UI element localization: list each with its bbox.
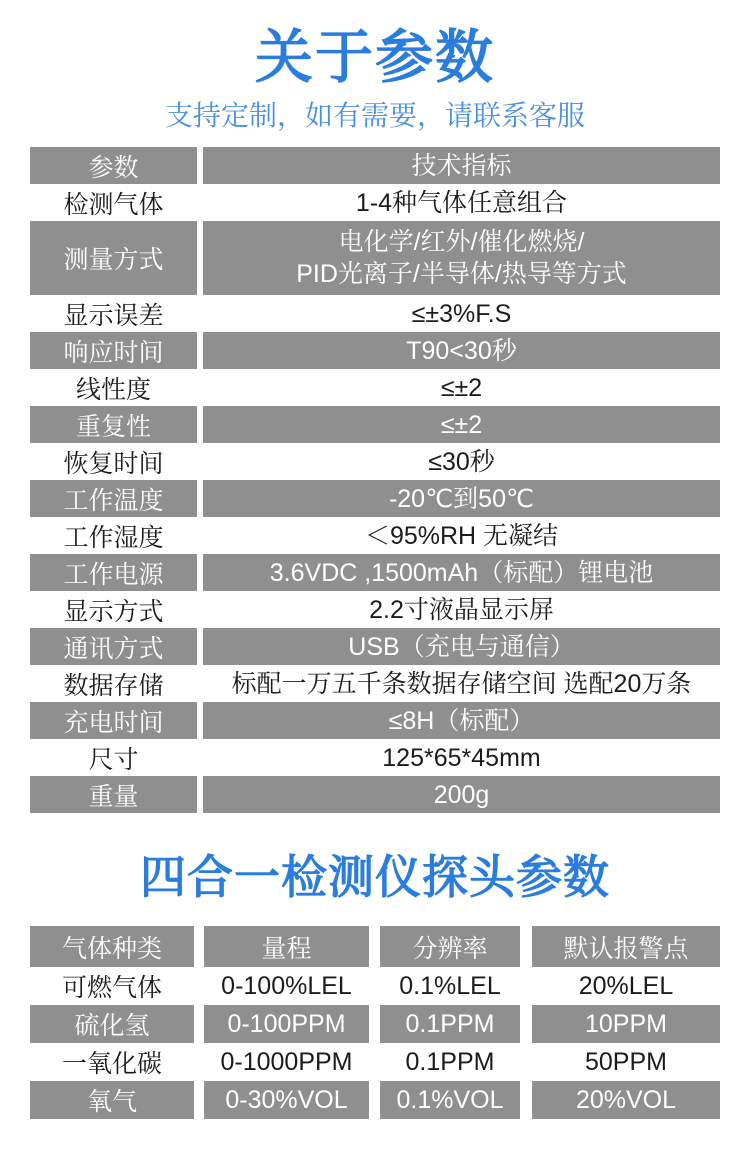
column-divider [520,926,532,967]
probe-resolution: 0.1%VOL [380,1081,520,1119]
spec-label: 数据存储 [63,671,164,700]
spec-label: 工作湿度 [63,523,164,552]
spec-row-communication [30,628,720,665]
column-divider [520,1043,532,1081]
spec-row-data-storage [30,665,720,702]
spec-row-response-time [30,332,720,369]
spec-value [203,221,720,295]
probe-range: 0-100%LEL [221,971,352,1000]
column-divider [520,967,532,1005]
spec-label: 显示误差 [63,301,164,330]
spec-header-param: 参数 [30,147,197,184]
probe-resolution: 0.1%LEL [399,971,501,1000]
column-divider [369,926,380,967]
spec-value: 1-4种气体任意组合 [355,188,568,217]
spec-row-display-error [30,295,720,332]
spec-row-recovery-time [30,443,720,480]
spec-row-weight [30,776,720,813]
spec-value: 3.6VDC ,1500mAh（标配）锂电池 [203,554,720,591]
spec-label: 重量 [30,776,197,813]
probe-row-combustible-gas [30,967,720,1005]
spec-value: 125*65*45mm [382,743,541,772]
column-divider [194,926,204,967]
probe-gas: 氧气 [30,1081,194,1119]
column-divider [369,967,380,1005]
spec-row-work-temp [30,480,720,517]
spec-value: -20℃到50℃ [203,480,720,517]
probe-header-alarm-point: 默认报警点 [532,926,720,967]
column-divider [194,1081,204,1119]
probe-header-resolution: 分辨率 [380,926,520,967]
spec-row-linearity [30,369,720,406]
spec-label: 测量方式 [30,221,197,295]
probe-row-oxygen [30,1081,720,1119]
spec-header-row [30,147,720,184]
section-title-probe-params: 四合一检测仪探头参数 [140,851,610,903]
probe-gas: 一氧化碳 [61,1050,162,1078]
spec-label: 通讯方式 [30,628,197,665]
probe-row-hydrogen-sulfide [30,1005,720,1043]
probe-row-carbon-monoxide [30,1043,720,1081]
probe-resolution: 0.1PPM [380,1005,520,1043]
column-divider [194,1043,204,1081]
spec-label: 重复性 [30,406,197,443]
spec-value: T90<30秒 [203,332,720,369]
probe-header-row [30,926,720,967]
probe-gas: 硫化氢 [30,1005,194,1043]
spec-value: ≤±2 [440,373,483,402]
spec-value: ≤8H（标配） [203,702,720,739]
spec-row-work-humidity [30,517,720,554]
spec-row-repeatability [30,406,720,443]
probe-resolution: 0.1PPM [405,1047,495,1076]
spec-row-measure-method [30,221,720,295]
probe-alarm: 20%VOL [532,1081,720,1119]
spec-value: ≤±3%F.S [411,299,512,328]
probe-alarm: 10PPM [532,1005,720,1043]
probe-alarm: 20%LEL [578,971,674,1000]
spec-row-detect-gas [30,184,720,221]
column-divider [369,1081,380,1119]
spec-table [30,147,720,813]
spec-label: 充电时间 [30,702,197,739]
spec-label: 线性度 [75,375,151,404]
column-divider [194,967,204,1005]
column-divider [520,1005,532,1043]
page-subtitle: 支持定制，如有需要，请联系客服 [164,100,585,131]
spec-label: 显示方式 [63,597,164,626]
probe-header-gas-type: 气体种类 [30,926,194,967]
probe-range: 0-1000PPM [220,1047,353,1076]
probe-gas: 可燃气体 [61,974,162,1002]
probe-alarm: 50PPM [585,1047,667,1076]
spec-header-value: 技术指标 [203,147,720,184]
spec-value-line2: PID光离子/半导体/热导等方式 [296,260,627,288]
spec-row-dimensions [30,739,720,776]
spec-label: 尺寸 [88,745,139,774]
spec-label: 检测气体 [63,190,164,219]
spec-value: USB（充电与通信） [203,628,720,665]
page-title: 关于参数 [254,25,495,90]
spec-value: ＜95%RH 无凝结 [364,521,559,550]
probe-range: 0-100PPM [204,1005,369,1043]
spec-value-line1: 电化学/红外/催化燃烧/ [338,228,585,256]
column-divider [369,1043,380,1081]
spec-row-charge-time [30,702,720,739]
spec-value: 200g [203,776,720,813]
column-divider [194,1005,204,1043]
column-divider [369,1005,380,1043]
spec-value: ≤30秒 [428,447,495,476]
column-divider [520,1081,532,1119]
spec-label: 响应时间 [30,332,197,369]
spec-row-display-mode [30,591,720,628]
spec-label: 恢复时间 [63,449,164,478]
probe-range: 0-30%VOL [204,1081,369,1119]
spec-value: ≤±2 [203,406,720,443]
probe-header-range: 量程 [204,926,369,967]
spec-value: 2.2寸液晶显示屏 [369,595,554,624]
spec-row-power [30,554,720,591]
spec-label: 工作温度 [30,480,197,517]
probe-table [30,926,720,1119]
spec-value: 标配一万五千条数据存储空间 选配20万条 [231,669,692,698]
spec-label: 工作电源 [30,554,197,591]
